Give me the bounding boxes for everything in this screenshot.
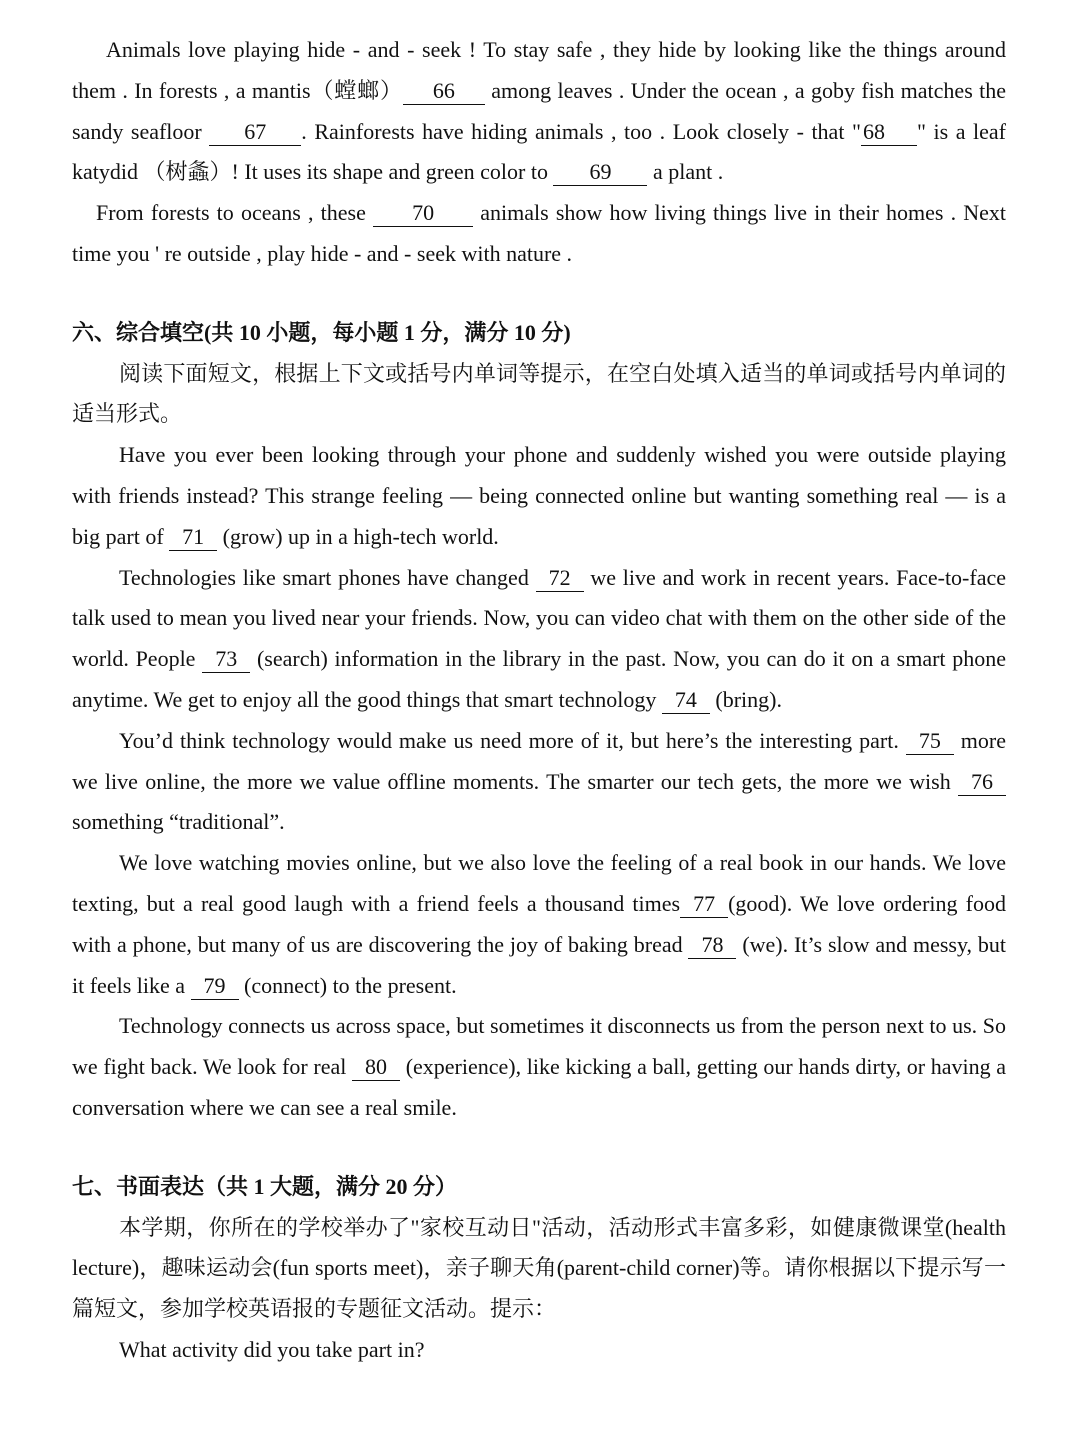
blank-76: 76 [958,769,1006,796]
section-6-text: Have you ever been looking through your phone and suddenly wished you were outside playing with friends instead? This strange feeling — being connected online but wanting something real — is a big part of [72,442,1006,549]
passage5-paragraph-2 [72,193,1006,275]
section-7-question-1: What activity did you take part in? [119,1336,425,1362]
blank-67: 67 [209,119,301,146]
section-6-instruction: 阅读下面短文，根据上下文或括号内单词等提示，在空白处填入适当的单词或括号内单词的适当形式。 [72,360,1006,427]
blank-79: 79 [191,973,239,1000]
section-6-text: (connect) to the present. [244,972,457,998]
passage5-text: " is a leaf katydid （树螽）! It uses its shape and green color to [72,118,1007,185]
blank-66: 66 [403,78,485,105]
section-6-paragraph-1 [72,435,1006,557]
passage5-text: a plant . [652,159,724,185]
section-6-heading: 六、综合填空(共 10 小题，每小题 1 分，满分 10 分) [72,319,571,345]
blank-78: 78 [688,932,736,959]
blank-77: 77 [680,891,728,918]
section-6-text: (bring). [715,686,782,712]
blank-70: 70 [373,200,473,227]
section-6-paragraph-3 [72,721,1006,843]
section-6-text: Technology connects us across space, but sometimes it disconnects us from the person next to us. So we fight back. We look for real [72,1013,1006,1080]
section-6-text: (search) information in the library in the past. Now, you can do it on a smart phone anytime. We get to enjoy all the good things that smart technology [72,646,1007,712]
section-6-text: We love watching movies online, but we also love the feeling of a real book in our hands. We love texting, but a real good laugh with a friend feels a thousand times [72,850,1006,916]
section-6-text: we live and work in recent years. Face-to-face talk used to mean you lived near your friends. Now, you can video chat with them on the other side of the world. People [72,564,1007,672]
section-6-text: (grow) up in a high-tech world. [222,523,499,549]
section-6-text: more we live online, the more we value offline moments. The smarter our tech gets, the more we wish [72,727,1006,794]
blank-72: 72 [536,565,584,592]
blank-69: 69 [553,159,647,186]
blank-80: 80 [352,1054,400,1081]
passage5-text: animals show how living things live in their homes . Next time you ' re outside , play hide - and - seek with nature . [72,200,1007,266]
section-6-paragraph-2 [72,558,1006,721]
passage5-text: among leaves . Under the ocean , a goby fish matches the sandy seafloor [72,77,1007,144]
section-6-paragraph-4 [72,843,1006,1006]
section-7-heading: 七、书面表达（共 1 大题，满分 20 分） [72,1173,458,1199]
section-6-text: Technologies like smart phones have changed [119,564,529,590]
section-6-text: You’d think technology would make us need more of it, but here’s the interesting part. [119,727,899,753]
passage5-text: Animals love playing hide - and - seek ! To stay safe , they hide by looking like the things around them . In forests , a mantis（螳螂） [72,37,1006,103]
section-7-prompt: 本学期，你所在的学校举办了"家校互动日"活动，活动形式丰富多彩，如健康微课堂(health lecture)，趣味运动会(fun sports meet)，亲子聊天角(parent-child corner)等。请你根据以下提示写一篇短文，参加学校英语报的专题征文活动。提示： [72,1214,1006,1322]
passage5-text: From forests to oceans , these [96,200,366,226]
blank-71: 71 [169,524,217,551]
section-6-text: (experience), like kicking a ball, getting our hands dirty, or having a conversation where we can see a real smile. [72,1054,1007,1120]
section-6-paragraph-5 [72,1006,1006,1128]
blank-73: 73 [202,646,250,673]
section-6-text: something “traditional”. [72,809,285,835]
blank-74: 74 [662,687,710,714]
blank-75: 75 [906,728,954,755]
passage5-paragraph-1 [72,30,1006,193]
blank-68: 68 [861,119,917,146]
passage5-text: . Rainforests have hiding animals , too . Look closely - that " [301,118,861,144]
section-6-text: (good). We love ordering food with a phone, but many of us are discovering the joy of baking bread [72,890,1007,957]
section-6-text: (we). It’s slow and messy, but it feels like a [72,931,1007,998]
